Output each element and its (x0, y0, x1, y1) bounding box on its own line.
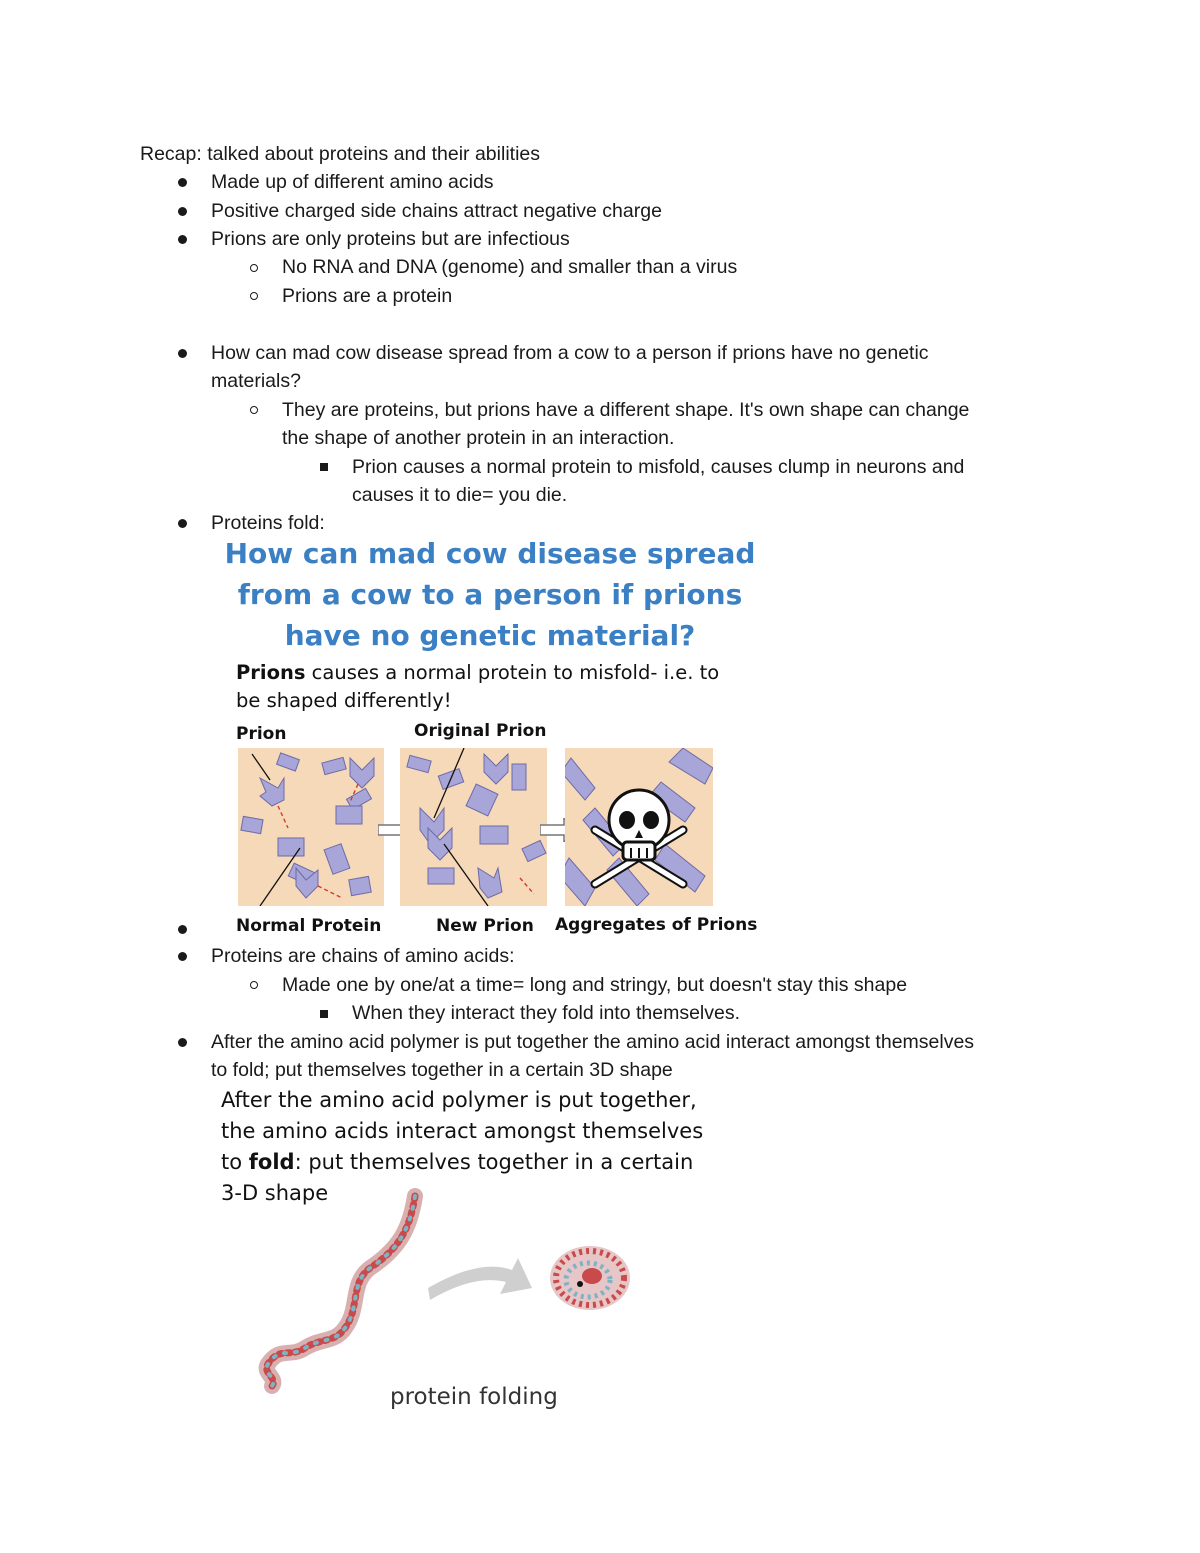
slide-title-line1: How can mad cow disease spread (224, 537, 756, 570)
folding-caption: protein folding (390, 1384, 558, 1410)
diagram-panel-2 (400, 748, 547, 906)
folded-protein-icon (550, 1246, 630, 1310)
label-prion: Prion (236, 724, 287, 744)
diagram-panel-1 (238, 748, 384, 906)
bullet-icon (178, 235, 187, 244)
slide-body-line1 (236, 659, 719, 687)
bullet-icon (178, 952, 187, 961)
bullet-icon (178, 519, 187, 528)
slide-body-rest: causes a normal protein to misfold- i.e. to (305, 661, 720, 684)
panel-3-drawing (565, 748, 713, 906)
protein-folding-illustration (250, 1188, 670, 1398)
bullet-icon (178, 925, 187, 934)
recap-line: Recap: talked about proteins and their abilities (140, 143, 540, 165)
note-misfold-line2: causes it to die= you die. (352, 484, 568, 506)
note-question-line1: How can mad cow disease spread from a cow to a person if prions have no genetic (211, 342, 929, 364)
note-chains: Proteins are chains of amino acids: (211, 945, 515, 967)
note-misfold-line1: Prion causes a normal protein to misfold, causes clump in neurons and (352, 456, 965, 478)
folding-text-line1: After the amino acid polymer is put together, (221, 1088, 697, 1112)
folding-text-post: : put themselves together in a certain (294, 1150, 694, 1174)
slide-body-line2: be shaped differently! (236, 689, 452, 712)
note-polymer-line2: to fold; put themselves together in a certain 3D shape (211, 1059, 673, 1081)
note-amino-acids: Made up of different amino acids (211, 171, 494, 193)
folding-text-line3 (221, 1147, 693, 1178)
note-no-genome: No RNA and DNA (genome) and smaller than a virus (282, 256, 738, 278)
bullet-icon (178, 349, 187, 358)
sub-sub-bullet-icon (320, 1010, 328, 1018)
unfolded-chain-icon (267, 1196, 415, 1386)
panel-1-drawing (238, 748, 384, 906)
label-original-prion: Original Prion (414, 721, 547, 741)
folding-arrow-icon (428, 1258, 532, 1300)
note-prions-infectious: Prions are only proteins but are infectious (211, 228, 570, 250)
sub-bullet-icon (250, 981, 258, 989)
note-proteins-fold: Proteins fold: (211, 512, 325, 534)
sub-sub-bullet-icon (320, 463, 328, 471)
label-normal-protein: Normal Protein (236, 916, 382, 936)
sub-bullet-icon (250, 406, 258, 414)
bullet-icon (178, 1038, 187, 1047)
bullet-icon (178, 178, 187, 187)
note-prions-protein: Prions are a protein (282, 285, 453, 307)
slide-body-bold: Prions (236, 661, 306, 684)
bullet-icon (178, 207, 187, 216)
note-one-by-one: Made one by one/at a time= long and stringy, but doesn't stay this shape (282, 974, 908, 996)
sub-bullet-icon (250, 264, 258, 272)
panel-2-drawing (400, 748, 547, 906)
folding-text-pre: to (221, 1150, 249, 1174)
note-shape-line1: They are proteins, but prions have a different shape. It's own shape can change (282, 399, 970, 421)
label-aggregates: Aggregates of Prions (555, 915, 758, 935)
folding-text-line2: the amino acids interact amongst themselves (221, 1119, 704, 1143)
note-interact-fold: When they interact they fold into themselves. (352, 1002, 741, 1024)
diagram-panel-3 (565, 748, 713, 906)
folding-text-line4: 3-D shape (221, 1181, 329, 1205)
note-polymer-line1: After the amino acid polymer is put together the amino acid interact amongst themselves (211, 1031, 975, 1053)
slide-title-line2: from a cow to a person if prions (237, 578, 743, 611)
slide-title-line3: have no genetic material? (284, 619, 696, 652)
folding-text-bold: fold (248, 1150, 295, 1174)
note-side-chains: Positive charged side chains attract negative charge (211, 200, 662, 222)
note-question-line2: materials? (211, 370, 301, 392)
label-new-prion: New Prion (436, 916, 534, 936)
note-shape-line2: the shape of another protein in an interaction. (282, 427, 675, 449)
sub-bullet-icon (250, 292, 258, 300)
